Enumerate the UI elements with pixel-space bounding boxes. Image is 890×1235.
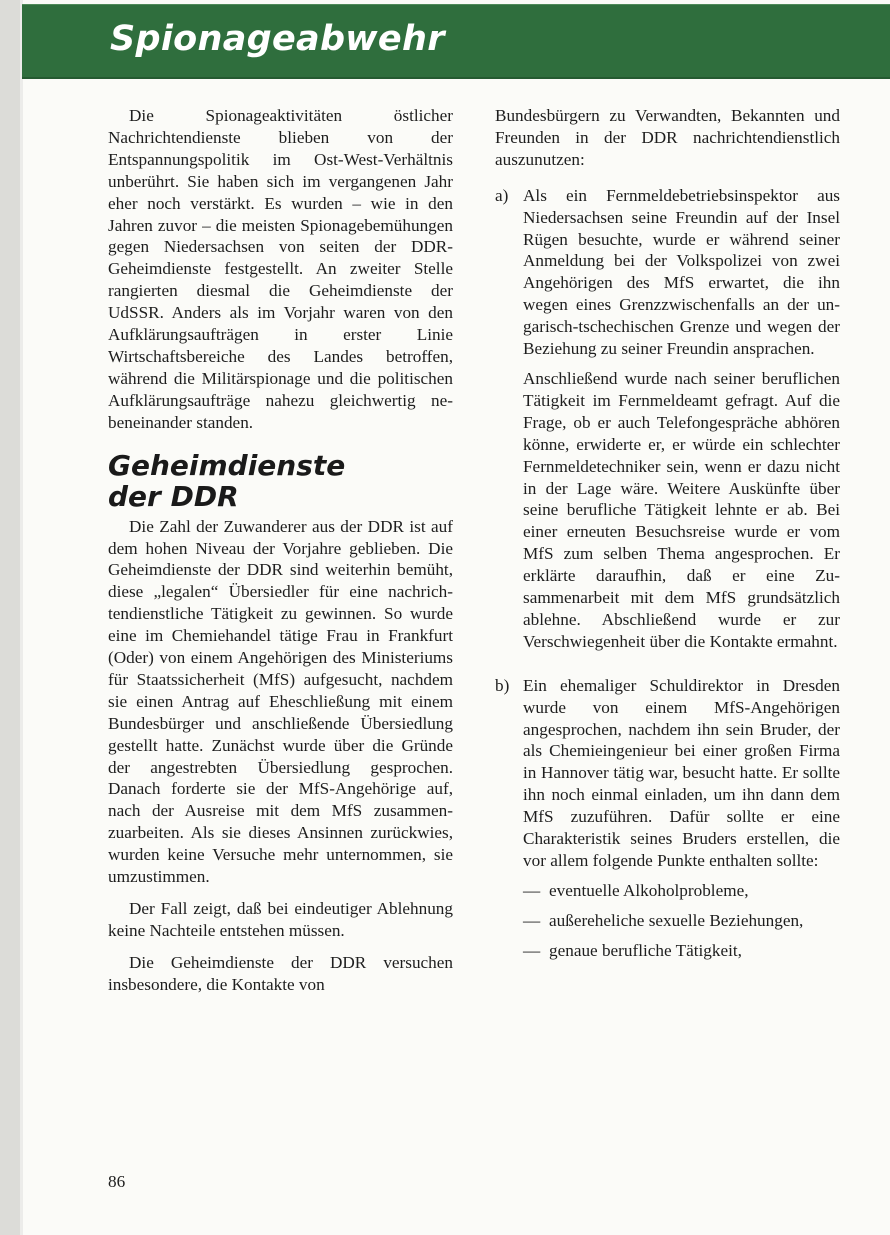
case-a-paragraph-2: Anschließend wurde nach seiner beruflichen Tätigkeit im Fernmeldeamt gefragt. Auf die Frage, ob er auch Telefongespräche abhören könne, erwiderte er, er würde ein schlechter Fernmeldetechniker sein, wenn er dazu nicht in der Lage wäre. Weitere Auskünfte über seine berufliche Tätigkeit lehnte er ab. Bei einer erneuten Besuchsreise wurde er vom MfS zum selben Thema angesprochen. Er erklärte daraufhin, daß er eine Zusammenarbeit mit dem MfS grundsätzlich ablehne. Abschließend wurde er zur Verschwiegenheit über die Kontakte ermahnt. [523,368,840,651]
case-a-paragraph-1: Als ein Fernmeldebetriebsinspektor aus Niedersachsen seine Freundin auf der Insel Rügen besuchte, wurde er während seiner Anmeldung bei der Volkspolizei von zwei Angehörigen des MfS erwartet, die ihn wegen eines Grenzzwischenfalls an der ungarisch-tschechischen Grenze und wegen der Beziehung zu seiner Freundin ansprachen. [523,185,840,359]
case-body-b [523,675,840,970]
dash-bullet: — [523,880,541,900]
body-paragraph-3: Die Geheimdienste der DDR versuchen insbesondere, die Kontakte von [108,952,453,994]
dash-bullet: — [523,940,541,960]
case-body-a [523,185,840,661]
dash-bullet: — [523,910,541,930]
case-item-b [495,675,840,970]
page-gutter-shadow [0,0,20,1235]
page-number: 86 [108,1172,126,1191]
case-marker-a: a) [495,185,509,205]
list-item-text: genaue berufliche Tätigkeit, [549,940,742,960]
section-heading-line2: der DDR [108,479,239,513]
continuation-paragraph: Bundesbürgern zu Verwandten, Bekannten und Freunden in der DDR nachrichtendienstlich auszunutzen: [495,106,840,169]
list-item [523,880,840,902]
banner-title: Spionageabwehr [110,19,445,59]
section-heading [108,450,453,512]
body-paragraph-2: Der Fall zeigt, daß bei eindeutiger Ablehnung keine Nachteile entstehen müssen. [108,899,453,940]
right-column [495,105,840,980]
case-item-a [495,185,840,661]
list-item-text: außereheliche sexuelle Beziehungen, [549,910,804,930]
intro-paragraph: Die Spionageaktivitäten östlicher Nachrichtendienste blieben von der Entspannungspolitik im Ost-West-Verhältnis unberührt. Sie haben sich im vergangenen Jahr eher noch verstärkt. Es wurden – wie in den Jahren zuvor – die meisten Spionagebemühungen gegen Niedersachsen von seiten der DDR-Geheimdienste festgestellt. An zweiter Stelle rangierten diesmal die Geheimdienste der UdSSR. Anders als im Vorjahr waren von den Aufklärungsaufträgen in erster Linie Wirtschaftsbereiche des Landes betroffen, während die Militärspionage und die politischen Aufklärungsaufträge nahezu gleichwertig nebeneinander standen. [108,106,453,432]
body-paragraph-1: Die Zahl der Zuwanderer aus der DDR ist auf dem hohen Niveau der Vorjahre geblieben. Die Geheimdienste der DDR sind weiterhin bemüht, diese „legalen“ Übersiedler für eine nachrichtendienstliche Tätigkeit zu gewinnen. So wurde eine im Chemiehandel tätige Frau in Frankfurt (Oder) von einem Angehörigen des Ministeriums für Staatssicherheit (MfS) aufgesucht, nachdem sie einen Antrag auf Eheschließung mit einem Bundesbürger und anschließende Übersiedlung gestellt hatte. Zunächst wurde über die Gründe der angestrebten Übersiedlung gesprochen. Danach forderte sie der MfS-Angehörige auf, nach der Ausreise mit dem MfS zusammenzuarbeiten. Als sie dieses Ansinnen zurückwies, wurden keine Versuche mehr unternommen, sie umzustimmen. [108,516,453,887]
list-item-text: eventuelle Alkoholprobleme, [549,880,749,900]
list-item [523,910,840,932]
page-gutter-highlight [20,0,23,1235]
section-heading-line1: Geheimdienste [108,448,346,482]
characteristic-list [523,880,840,962]
section-banner [22,4,890,79]
list-item [523,940,840,962]
case-marker-b: b) [495,675,510,695]
left-column [108,105,453,1006]
case-b-paragraph-1: Ein ehemaliger Schuldirektor in Dresden wurde von einem MfS-Angehörigen angesprochen, nachdem ihn sein Bruder, der als Chemieingenieur bei einer großen Firma in Hannover tätig war, besucht hatte. Er sollte ihn noch einmal einladen, um ihn dann dem MfS zuzuführen. Dafür sollte er eine Charakteristik seines Bruders erstellen, die vor allem folgende Punkte enthalten sollte: [523,675,840,870]
